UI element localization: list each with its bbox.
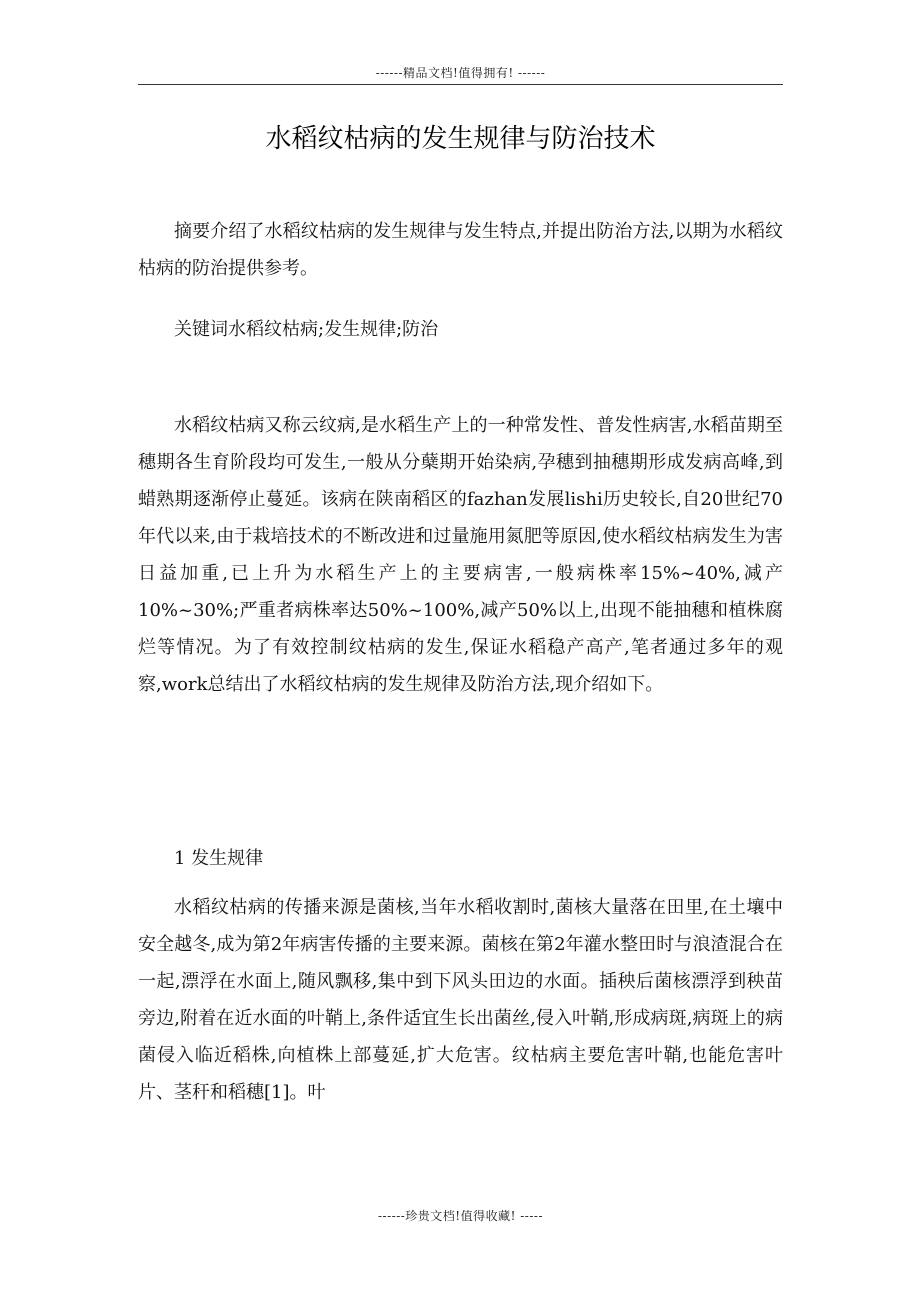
- section-paragraph: 水稻纹枯病的传播来源是菌核,当年水稻收割时,菌核大量落在田里,在土壤中安全越冬,成为第2年病害传播的主要来源。菌核在第2年灌水整田时与浪渣混合在一起,漂浮在水面上,随风飘移,集中到下风头田边的水面。插秧后菌核漂浮到秧苗旁边,附着在近水面的叶鞘上,条件适宜生长出菌丝,侵入叶鞘,形成病斑,病斑上的病菌侵入临近稻株,向植株上部蔓延,扩大危害。纹枯病主要危害叶鞘,也能危害叶片、茎秆和稻穗[1]。叶: [138, 897, 783, 1103]
- intro-paragraph: 水稻纹枯病又称云纹病,是水稻生产上的一种常发性、普发性病害,水稻苗期至穗期各生育阶段均可发生,一般从分蘖期开始染病,孕穗到抽穗期形成发病高峰,到蜡熟期逐渐停止蔓延。该病在陕南稻区的fazhan发展lishi历史较长,自20世纪70年代以来,由于栽培技术的不断改进和过量施用氮肥等原因,使水稻纹枯病发生为害日益加重,已上升为水稻生产上的主要病害,一般病株率15%~40%,减产10%~30%;严重者病株率达50%~100%,减产50%以上,出现不能抽穗和植株腐烂等情况。为了有效控制纹枯病的发生,保证水稻稳产高产,笔者通过多年的观察,work总结出了水稻纹枯病的发生规律及防治方法,现介绍如下。: [138, 415, 783, 695]
- section-heading: 1 发生规律: [174, 848, 264, 869]
- keywords-paragraph: 关键词水稻纹枯病;发生规律;防治: [174, 319, 439, 340]
- abstract-paragraph: 摘要介绍了水稻纹枯病的发生规律与发生特点,并提出防治方法,以期为水稻纹枯病的防治提供参考。: [138, 221, 783, 279]
- document-title: 水稻纹枯病的发生规律与防治技术: [265, 124, 656, 154]
- header-rule: [138, 84, 783, 85]
- page-header: ------精品文档!值得拥有! ------: [375, 66, 546, 80]
- page-footer: ------珍贵文档!值得收藏! -----: [377, 1209, 544, 1223]
